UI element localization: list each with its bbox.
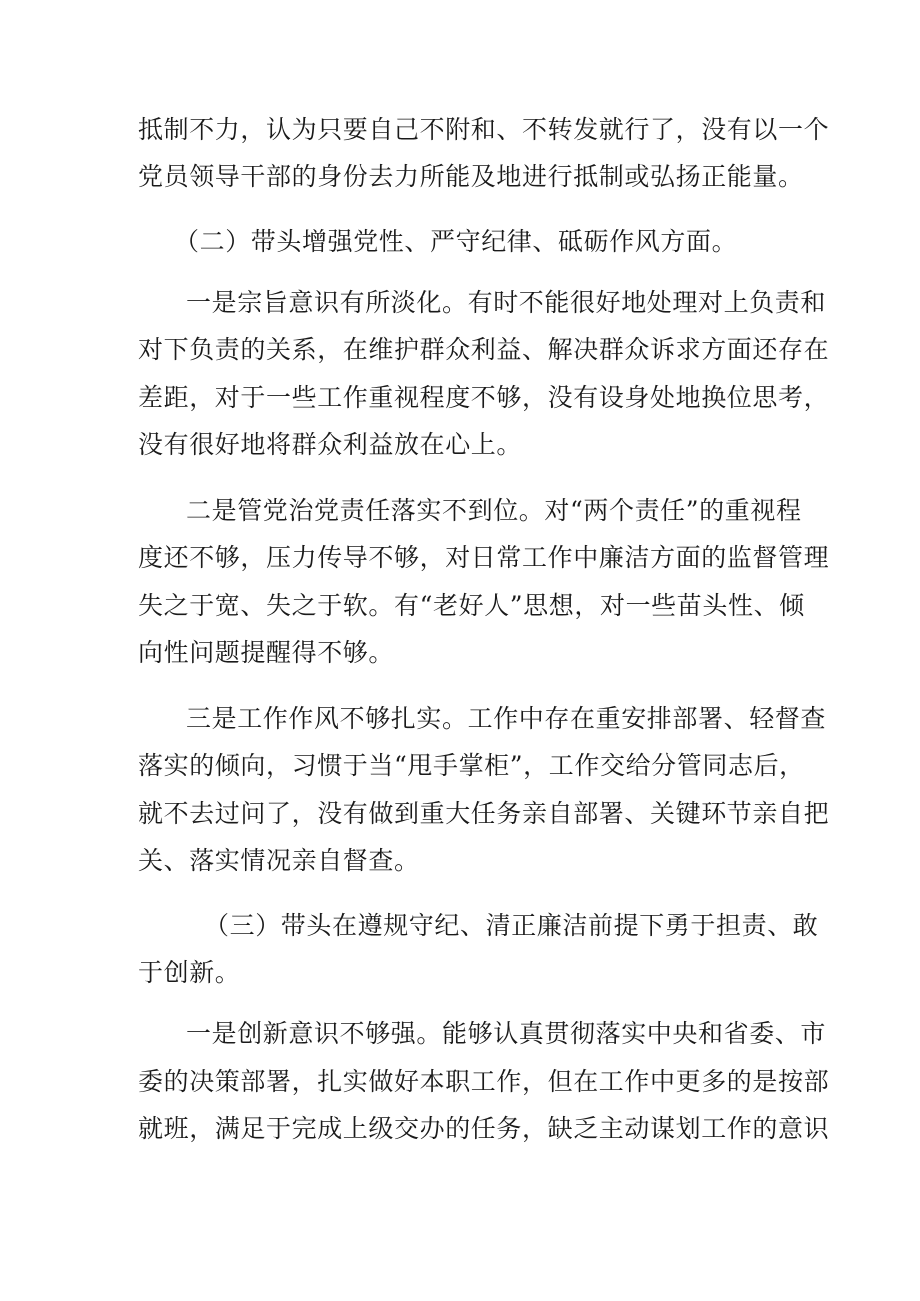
- paragraph-line: 向性问题提醒得不够。: [138, 638, 395, 667]
- paragraph-line: 一是创新意识不够强。能够认真贯彻落实中央和省委、市: [186, 1019, 827, 1048]
- paragraph-line: 度还不够，压力传导不够，对日常工作中廉洁方面的监督管理: [138, 543, 830, 572]
- paragraph-line: 失之于宽、失之于软。有“老好人”思想，对一些苗头性、倾: [138, 591, 805, 620]
- paragraph-line: 三是工作作风不够扎实。工作中存在重安排部署、轻督查: [186, 704, 827, 733]
- paragraph-line: 没有很好地将群众利益放在心上。: [138, 430, 523, 459]
- paragraph-line: 一是宗旨意识有所淡化。有时不能很好地处理对上负责和: [186, 288, 827, 317]
- paragraph-line: 委的决策部署，扎实做好本职工作，但在工作中更多的是按部: [138, 1067, 830, 1096]
- section-heading: 于创新。: [138, 958, 241, 987]
- text-line: 党员领导干部的身份去力所能及地进行抵制或弘扬正能量。: [138, 162, 804, 191]
- paragraph-line: 就不去过问了，没有做到重大任务亲自部署、关键环节亲自把: [138, 799, 830, 828]
- paragraph-line: 二是管党治党责任落实不到位。对“两个责任”的重视程: [186, 496, 802, 525]
- paragraph-line: 落实的倾向，习惯于当“甩手掌柜”，工作交给分管同志后，: [138, 751, 805, 780]
- paragraph-line: 就班，满足于完成上级交办的任务，缺乏主动谋划工作的意识: [138, 1114, 830, 1143]
- text-line: 抵制不力，认为只要自己不附和、不转发就行了，没有以一个: [138, 115, 830, 144]
- paragraph-line: 对下负责的关系，在维护群众利益、解决群众诉求方面还存在: [138, 335, 830, 364]
- section-heading: （三）带头在遵规守纪、清正廉洁前提下勇于担责、敢: [204, 911, 819, 940]
- paragraph-line: 差距，对于一些工作重视程度不够，没有设身处地换位思考，: [138, 383, 830, 412]
- paragraph-line: 关、落实情况亲自督查。: [138, 846, 420, 875]
- section-heading: （二）带头增强党性、严守纪律、砥砺作风方面。: [174, 227, 738, 256]
